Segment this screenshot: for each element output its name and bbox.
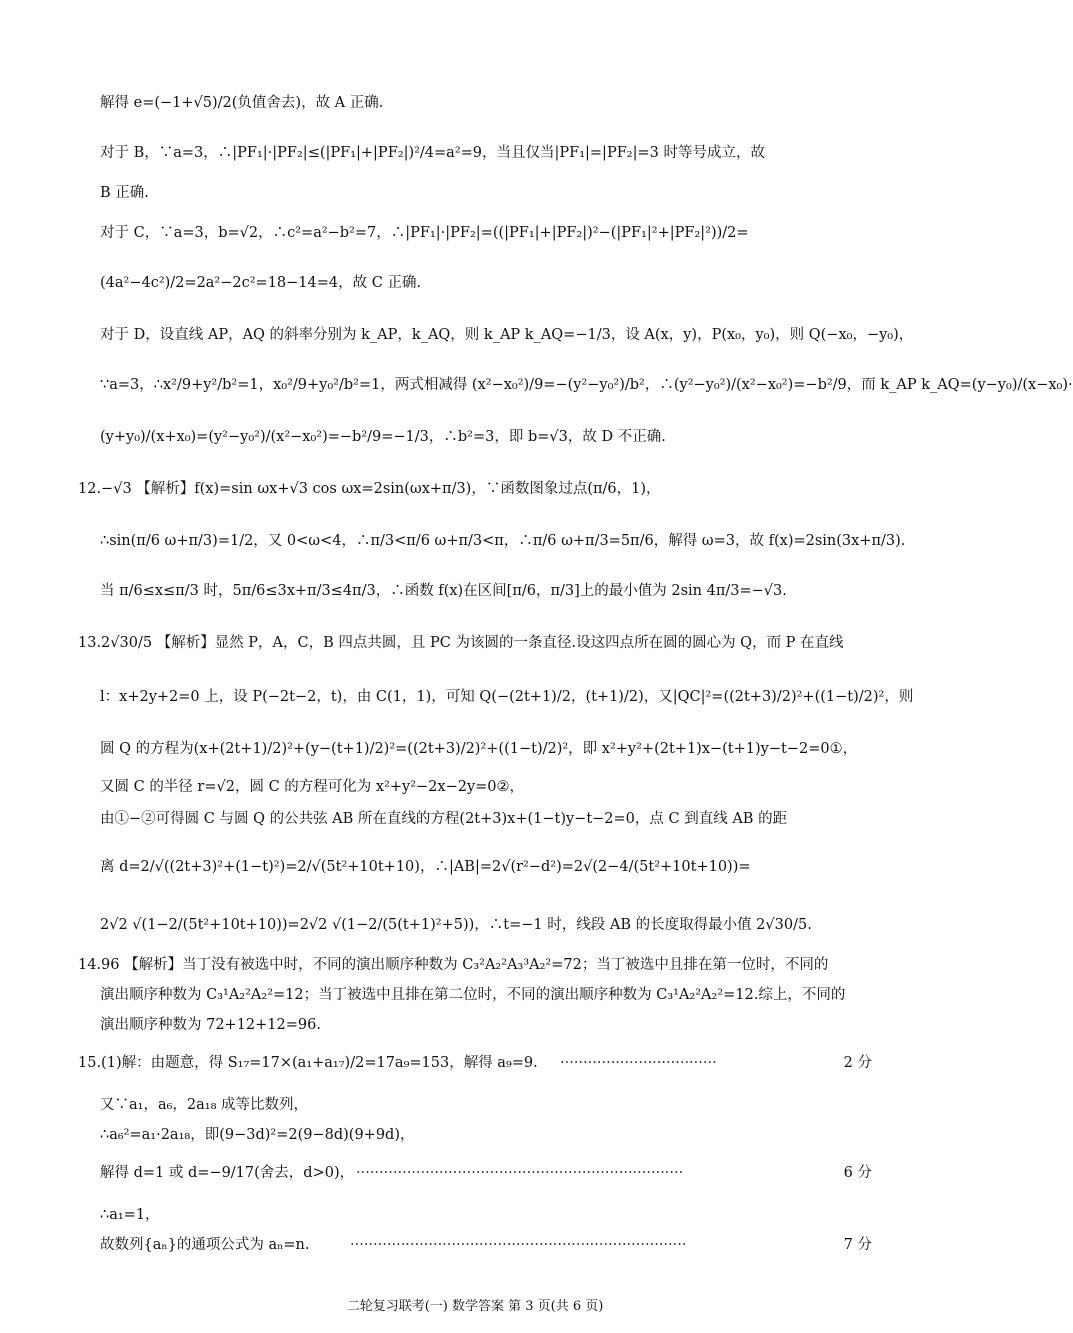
page-footer: 二轮复习联考(一) 数学答案 第 3 页(共 6 页) xyxy=(346,1299,604,1314)
text-line: ∴a₁=1， xyxy=(100,1207,160,1223)
text-line: 对于 B，∵a=3，∴|PF₁|·|PF₂|≤(|PF₁|+|PF₂|)²/4=a²=9，当且仅当|PF₁|=|PF₂|=3 时等号成立，故 xyxy=(100,145,765,161)
text-line: 对于 D，设直线 AP，AQ 的斜率分别为 k_AP，k_AQ，则 k_AP k_AQ=−1/3，设 A(x，y)，P(x₀，y₀)，则 Q(−x₀，−y₀)， xyxy=(100,327,914,343)
leader-dots: ········································································· xyxy=(350,1237,687,1253)
text-line: 演出顺序种数为 C₃¹A₂²A₂²=12；当丁被选中且排在第二位时，不同的演出顺序种数为 C₃¹A₂²A₂²=12.综上，不同的 xyxy=(100,987,846,1003)
text-line: 当 π/6≤x≤π/3 时，5π/6≤3x+π/3≤4π/3，∴函数 f(x)在区间[π/6，π/3]上的最小值为 2sin 4π/3=−√3. xyxy=(100,583,787,599)
text-line: 解得 d=1 或 d=−9/17(舍去，d>0)， xyxy=(100,1165,355,1181)
score-label: 7 分 xyxy=(843,1237,872,1253)
text-line: 解得 e=(−1+√5)/2(负值舍去)，故 A 正确. xyxy=(100,95,384,111)
text-line: B 正确. xyxy=(100,185,149,201)
text-line: 2√2 √(1−2/(5t²+10t+10))=2√2 √(1−2/(5(t+1)²+5))，∴t=−1 时，线段 AB 的长度取得最小值 2√30/5. xyxy=(100,917,812,933)
text-line: 又∵a₁，a₆，2a₁₈ 成等比数列， xyxy=(100,1097,309,1113)
question-12: 12.−√3 【解析】f(x)=sin ωx+√3 cos ωx=2sin(ωx+π/3)，∵函数图象过点(π/6，1)， xyxy=(78,481,661,497)
text-line: 故数列{aₙ}的通项公式为 aₙ=n. xyxy=(100,1237,310,1253)
leader-dots: ······································································· xyxy=(356,1165,684,1181)
leader-dots: ·································· xyxy=(560,1055,717,1071)
text-line: 演出顺序种数为 72+12+12=96. xyxy=(100,1017,321,1033)
score-label: 6 分 xyxy=(843,1165,872,1181)
question-15-part-1: 15.(1)解：由题意，得 S₁₇=17×(a₁+a₁₇)/2=17a₉=153，解得 a₉=9. xyxy=(78,1055,538,1071)
text-line: 对于 C，∵a=3，b=√2，∴c²=a²−b²=7，∴|PF₁|·|PF₂|=((|PF₁|+|PF₂|)²−(|PF₁|²+|PF₂|²))/2= xyxy=(100,225,749,241)
text-line: ∴a₆²=a₁·2a₁₈，即(9−3d)²=2(9−8d)(9+9d)， xyxy=(100,1127,415,1143)
score-label: 2 分 xyxy=(843,1055,872,1071)
text-line: (y+y₀)/(x+x₀)=(y²−y₀²)/(x²−x₀²)=−b²/9=−1/3，∴b²=3，即 b=√3，故 D 不正确. xyxy=(100,429,666,445)
text-line: l：x+2y+2=0 上，设 P(−2t−2，t)，由 C(1，1)，可知 Q(−(2t+1)/2，(t+1)/2)，又|QC|²=((2t+3)/2)²+((1−t)/2)²，则 xyxy=(100,689,914,705)
text-line: 离 d=2/√((2t+3)²+(1−t)²)=2/√(5t²+10t+10)，∴|AB|=2√(r²−d²)=2√(2−4/(5t²+10t+10))= xyxy=(100,859,751,875)
question-14: 14.96 【解析】当丁没有被选中时，不同的演出顺序种数为 C₃²A₂²A₃³A₂²=72；当丁被选中且排在第一位时，不同的 xyxy=(78,957,829,973)
text-line: 由①−②可得圆 C 与圆 Q 的公共弦 AB 所在直线的方程(2t+3)x+(1−t)y−t−2=0，点 C 到直线 AB 的距 xyxy=(100,811,788,827)
text-line: ∵a=3，∴x²/9+y²/b²=1，x₀²/9+y₀²/b²=1，两式相减得 (x²−x₀²)/9=−(y²−y₀²)/b²，∴(y²−y₀²)/(x²−x₀²)=−b²/9，而 k_AP k_AQ=(y−y₀)/(x−x₀)· xyxy=(100,377,1073,393)
text-line: ∴sin(π/6 ω+π/3)=1/2，又 0<ω<4，∴π/3<π/6 ω+π/3<π，∴π/6 ω+π/3=5π/6，解得 ω=3，故 f(x)=2sin(3x+π/3). xyxy=(100,533,906,549)
text-line: 圆 Q 的方程为(x+(2t+1)/2)²+(y−(t+1)/2)²=((2t+3)/2)²+((1−t)/2)²，即 x²+y²+(2t+1)x−(t+1)y−t−2=0①， xyxy=(100,741,858,757)
text-line: 又圆 C 的半径 r=√2，圆 C 的方程可化为 x²+y²−2x−2y=0②， xyxy=(100,779,525,795)
text-line: (4a²−4c²)/2=2a²−2c²=18−14=4，故 C 正确. xyxy=(100,275,422,291)
question-13: 13.2√30/5 【解析】显然 P，A，C，B 四点共圆，且 PC 为该圆的一条直径.设这四点所在圆的圆心为 Q，而 P 在直线 xyxy=(78,635,844,651)
